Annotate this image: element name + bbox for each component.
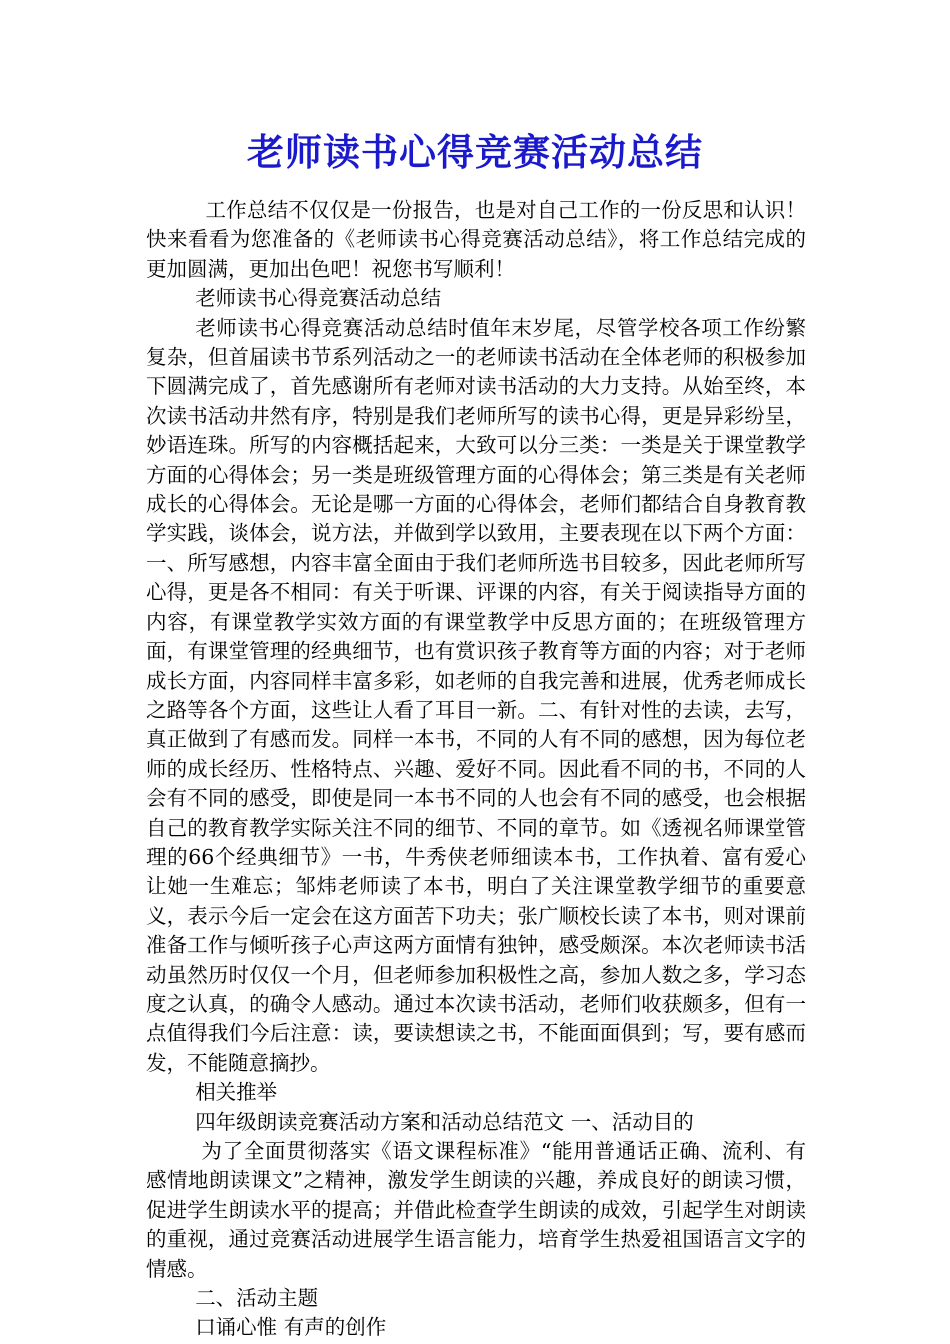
intro-paragraph: 工作总结不仅仅是一份报告，也是对自己工作的一份反思和认识！快来看看为您准备的《老师读书心得竞赛活动总结》，将工作总结完成的更加圆满，更加出色吧！祝您书写顺利！ (146, 198, 806, 281)
document-title: 老师读书心得竞赛活动总结 (247, 130, 703, 174)
subtitle-paragraph: 老师读书心得竞赛活动总结 (195, 286, 442, 311)
section-heading: 二、活动主题 (195, 1286, 319, 1311)
theme-line: 口诵心惟 有声的创作 (195, 1315, 387, 1340)
plan-paragraph: 为了全面贯彻落实《语文课程标准》“能用普通话正确、流利、有感情地朗读课文”之精神，激发学生朗读的兴趣，养成良好的朗读习惯，促进学生朗读水平的提高；并借此检查学生朗读的成效，引起学生对朗读的重视，通过竞赛活动进展学生语言能力，培育学生热爱祖国语言文字的情感。 (146, 1139, 806, 1281)
plan-heading: 四年级朗读竞赛活动方案和活动总结范文 一、活动目的 (195, 1109, 694, 1134)
related-heading: 相关推举 (195, 1080, 278, 1105)
document-body (146, 196, 806, 1343)
body-paragraph: 老师读书心得竞赛活动总结时值年末岁尾，尽管学校各项工作纷繁复杂，但首届读书节系列活动之一的老师读书活动在全体老师的积极参加下圆满完成了，首先感谢所有老师对读书活动的大力支持。从始至终，本次读书活动井然有序，特别是我们老师所写的读书心得，更是异彩纷呈，妙语连珠。所写的内容概括起来，大致可以分三类：一类是关于课堂教学方面的心得体会；另一类是班级管理方面的心得体会；第三类是有关老师成长的心得体会。无论是哪一方面的心得体会，老师们都结合自身教育教学实践，谈体会，说方法，并做到学以致用，主要表现在以下两个方面：一、所写感想，内容丰富全面由于我们老师所选书目较多，因此老师所写心得，更是各不相同：有关于听课、评课的内容，有关于阅读指导方面的内容，有课堂教学实效方面的有课堂教学中反思方面的；在班级管理方面，有课堂管理的经典细节，也有赏识孩子教育等方面的内容；对于老师成长方面，内容同样丰富多彩，如老师的自我完善和进展，优秀老师成长之路等各个方面，这些让人看了耳目一新。二、有针对性的去读，去写，真正做到了有感而发。同样一本书，不同的人有不同的感想，因为每位老师的成长经历、性格特点、兴趣、爱好不同。因此看不同的书，不同的人会有不同的感受，即使是同一本书不同的人也会有不同的感受，也会根据自己的教育教学实际关注不同的细节、不同的章节。如《透视名师课堂管理的66个经典细节》一书，牛秀侠老师细读本书，工作执着、富有爱心让她一生难忘；邹炜老师读了本书，明白了关注课堂教学细节的重要意义，表示今后一定会在这方面苦下功夫；张广顺校长读了本书，则对课前准备工作与倾听孩子心声这两方面情有独钟，感受颇深。本次老师读书活动虽然历时仅仅一个月，但老师参加积极性之高，参加人数之多，学习态度之认真，的确令人感动。通过本次读书活动，老师们收获颇多，但有一点值得我们今后注意：读，要读想读之书，不能面面俱到；写，要有感而发，不能随意摘抄。 (146, 315, 806, 1075)
